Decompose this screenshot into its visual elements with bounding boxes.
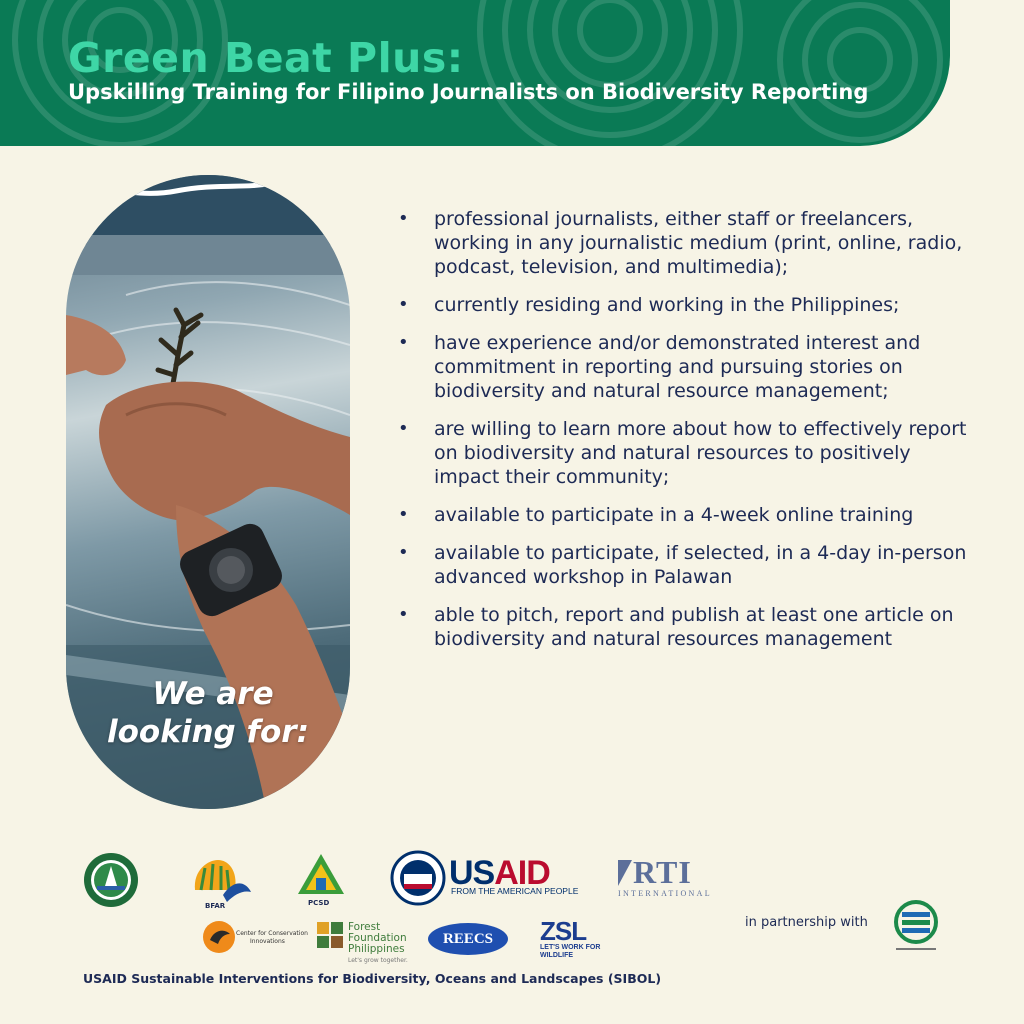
ffp-logo (315, 920, 345, 950)
criterion-text: currently residing and working in the Philippines; (434, 294, 900, 316)
bullet: • (398, 418, 409, 439)
list-item (398, 503, 978, 527)
ccin-logo (202, 920, 236, 954)
ffp-label-line-3: Philippines (348, 943, 405, 955)
reecs-logo: REECS (428, 923, 508, 955)
heading-line-1: We are (152, 676, 274, 712)
bullet: • (398, 332, 409, 353)
criterion-text: are willing to learn more about how to effectively report on biodiversity and natural resources to positively impact their community; (434, 418, 967, 488)
header-banner (0, 0, 950, 146)
swoosh-underline (66, 175, 276, 205)
list-item (398, 207, 978, 279)
zsl-logo: ZSL (540, 916, 587, 946)
page-title: Green Beat Plus: (68, 34, 464, 82)
bfar-logo (183, 850, 253, 912)
bullet: • (398, 208, 409, 229)
we-are-looking-for-heading (66, 675, 350, 751)
criterion-text: professional journalists, either staff or freelancers, working in any journalistic medium (print, online, radio, podcast, television, and multimedia); (434, 208, 963, 278)
criteria-list (398, 207, 978, 665)
list-item (398, 331, 978, 403)
list-item (398, 603, 978, 651)
criterion-text: available to participate, if selected, in a 4-day in-person advanced workshop in Palawan (434, 542, 967, 588)
list-item (398, 293, 978, 317)
usaid-seal-logo (390, 850, 446, 906)
ffp-tagline: Let's grow together. (348, 957, 408, 964)
ffp-label-line-2: Foundation (348, 932, 407, 944)
bullet: • (398, 294, 409, 315)
ccin-label-line-1: Center for Conservation (236, 930, 308, 937)
ccin-label (236, 930, 308, 946)
ffp-label (348, 922, 407, 955)
usaid-wordmark-us: US (449, 854, 495, 892)
heading-line-2: looking for: (107, 714, 309, 750)
pcsd-label: PCSD (308, 899, 330, 907)
footer-program-name: USAID Sustainable Interventions for Biodiversity, Oceans and Landscapes (SIBOL) (83, 971, 662, 986)
pcsd-logo (294, 850, 348, 908)
denr-seal-logo (83, 852, 139, 908)
rti-mark (616, 858, 634, 888)
bullet: • (398, 504, 409, 525)
zsl-tagline: LET'S WORK FOR WILDLIFE (540, 944, 601, 959)
list-item (398, 541, 978, 589)
partner-organization-logo (888, 898, 944, 956)
bullet: • (398, 542, 409, 563)
usaid-wordmark-aid: AID (494, 854, 550, 892)
partnership-label: in partnership with (745, 915, 868, 930)
hands-seaweed-photo (66, 175, 350, 809)
usaid-tagline: FROM THE AMERICAN PEOPLE (451, 886, 579, 896)
rti-wordmark: RTI (633, 854, 692, 890)
ffp-label-line-1: Forest (348, 921, 381, 933)
bfar-label: BFAR (205, 902, 226, 910)
list-item (398, 417, 978, 489)
ccin-label-line-2: Innovations (250, 938, 285, 945)
criterion-text: able to pitch, report and publish at least one article on biodiversity and natural resources management (434, 604, 954, 650)
bullet: • (398, 604, 409, 625)
criterion-text: available to participate in a 4-week online training (434, 504, 914, 526)
rti-subtitle: INTERNATIONAL (618, 889, 712, 898)
criterion-text: have experience and/or demonstrated interest and commitment in reporting and pursuing stories on biodiversity and natural resource management; (434, 332, 921, 402)
page-subtitle: Upskilling Training for Filipino Journalists on Biodiversity Reporting (68, 80, 869, 104)
